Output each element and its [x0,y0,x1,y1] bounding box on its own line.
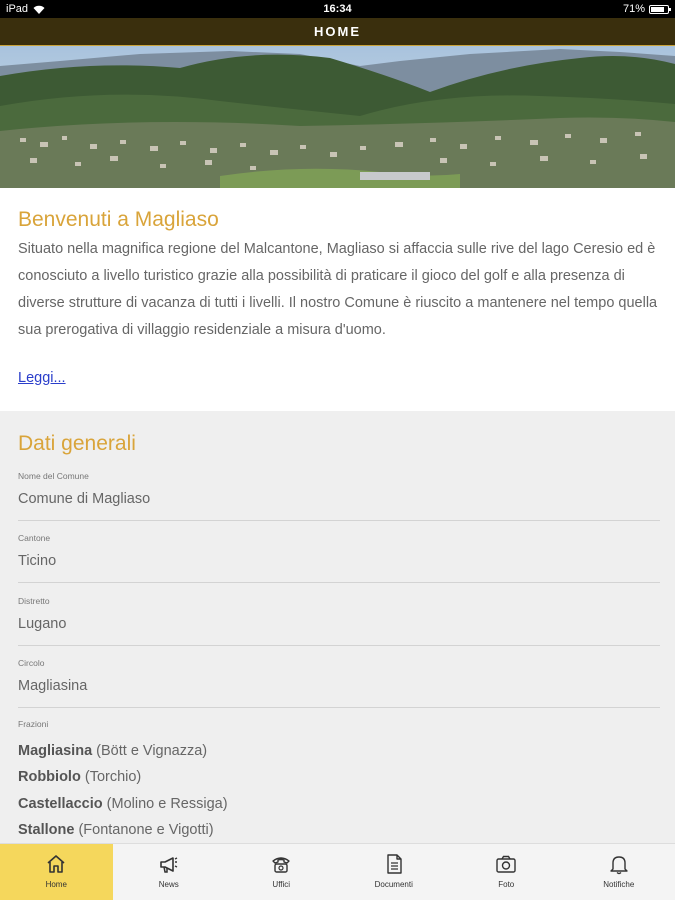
battery-icon [649,5,669,14]
battery-percent: 71% [622,3,645,15]
field-municipality-name [18,471,660,521]
hero-image [0,46,675,188]
welcome-title: Benvenuti a Magliaso [18,208,219,231]
tab-label: Uffici [272,880,291,889]
field-label: Circolo [18,658,45,668]
field-canton [18,533,660,583]
frazione-name: Robbiolo [18,769,81,785]
field-district [18,596,660,646]
frazione-name: Magliasina [18,743,93,759]
field-label: Nome del Comune [18,471,89,481]
list-item [18,796,228,812]
frazione-name: Castellaccio [18,796,103,812]
general-data-title: Dati generali [18,432,136,455]
megaphone-icon [158,853,180,875]
read-more-link[interactable]: Leggi... [18,370,66,386]
tab-bar [0,843,675,900]
field-value: Lugano [18,616,67,632]
tab-label: News [158,880,179,889]
frazione-name: Stallone [18,822,75,838]
page-title: HOME [0,18,675,46]
frazione-detail: (Bött e Vignazza) [96,743,208,759]
welcome-text: Situato nella magnifica regione del Malcantone, Magliaso si affaccia sulle rive del lago Ceresio ed è conosciuto a livello turistico grazie alla possibilità di praticare il gioco del golf e alla presenza di diverse strutture di vacanza di tutti i livelli. Il nostro Comune è riuscito a mantenere nel tempo quella sua prerogativa di villaggio residenziale a misura d'uomo. [18,241,658,338]
general-data-section [0,411,675,843]
field-value: Comune di Magliaso [18,491,151,507]
frazione-detail: (Molino e Ressiga) [106,796,228,812]
field-circle [18,658,660,708]
list-item [18,769,141,785]
bell-icon [608,853,630,875]
frazione-detail: (Fontanone e Vigotti) [78,822,214,838]
frazioni-label: Frazioni [18,719,49,729]
status-time: 16:34 [323,3,352,15]
tab-label: Documenti [374,880,413,889]
field-value: Magliasina [18,678,88,694]
welcome-section [0,188,675,411]
status-bar [0,0,675,18]
tab-photos[interactable] [450,844,563,900]
document-icon [383,853,405,875]
list-item [18,743,207,759]
tab-documents[interactable] [338,844,451,900]
camera-icon [495,853,517,875]
frazioni-list [18,719,228,838]
device-name: iPad [6,3,29,15]
list-item [18,822,214,838]
tab-label: Home [45,880,67,889]
field-label: Cantone [18,533,51,543]
tab-news[interactable] [113,844,226,900]
tab-label: Notifiche [603,880,635,889]
tab-notifications[interactable] [563,844,675,900]
tab-offices[interactable] [225,844,338,900]
tab-label: Foto [498,880,515,889]
frazione-detail: (Torchio) [84,769,142,785]
telephone-icon [270,853,292,875]
home-icon [45,853,67,875]
field-value: Ticino [18,553,57,569]
tab-home[interactable] [0,844,113,900]
field-label: Distretto [18,596,50,606]
